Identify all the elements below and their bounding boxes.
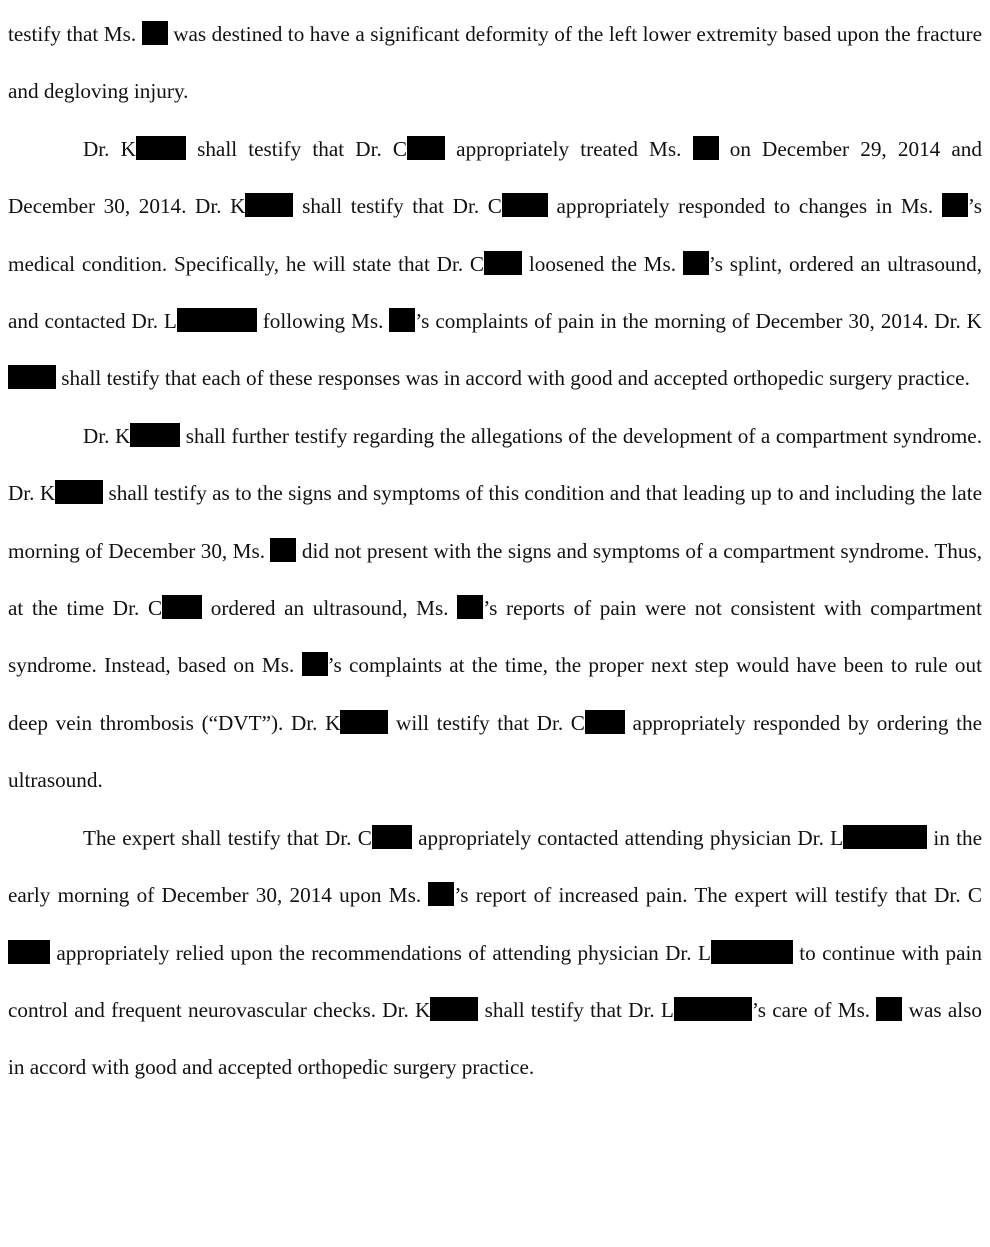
- text-run: shall testify that each of these responses was in accord with good and accepted orthopedic surgery practice.: [56, 366, 970, 391]
- paragraph-4: [8, 810, 982, 1097]
- text-run: shall testify that Dr. L: [478, 997, 674, 1022]
- redaction-box: [876, 997, 902, 1021]
- text-run: ’s report of increased pain. The expert will testify that Dr. C: [454, 883, 982, 908]
- redaction-box: [245, 193, 293, 217]
- text-run: The expert shall testify that Dr. C: [83, 825, 372, 850]
- redaction-box: [302, 652, 328, 676]
- redaction-box: [843, 825, 927, 849]
- text-run: will testify that Dr. C: [388, 710, 585, 735]
- redaction-box: [430, 997, 478, 1021]
- redaction-box: [484, 251, 522, 275]
- redaction-box: [8, 365, 56, 389]
- redaction-box: [136, 136, 186, 160]
- redaction-box: [389, 308, 415, 332]
- redaction-box: [142, 21, 168, 45]
- text-run: did not present with the signs and symptoms of a compartment syndrome. Thus, at the time Dr. C: [8, 538, 982, 621]
- text-run: appropriately treated Ms.: [445, 136, 693, 161]
- redaction-box: [942, 193, 968, 217]
- redaction-box: [502, 193, 548, 217]
- text-run: was also in accord with good and accepted orthopedic surgery practice.: [8, 997, 982, 1080]
- text-run: Dr. K: [83, 136, 136, 161]
- paragraph-3: [8, 408, 982, 810]
- redaction-box: [585, 710, 625, 734]
- redaction-box: [674, 997, 752, 1021]
- text-run: appropriately responded to changes in Ms.: [547, 194, 942, 219]
- redaction-box: [55, 480, 103, 504]
- paragraph-1: [8, 6, 982, 121]
- text-run: testify that Ms.: [8, 22, 142, 46]
- redaction-box: [130, 423, 180, 447]
- text-run: in the early morning of December 30, 2014 upon Ms.: [8, 825, 982, 908]
- text-run: ’s splint, ordered an ultrasound, and contacted Dr. L: [8, 251, 982, 334]
- redaction-box: [340, 710, 388, 734]
- text-run: appropriately contacted attending physician Dr. L: [411, 825, 844, 850]
- text-run: shall further testify regarding the allegations of the development of a compartment syndrome. Dr. K: [8, 423, 982, 506]
- text-run: following Ms.: [256, 309, 390, 334]
- text-run: ’s reports of pain were not consistent with compartment syndrome. Instead, based on Ms.: [8, 596, 983, 678]
- redaction-box: [693, 136, 719, 160]
- text-run: ’s medical condition. Specifically, he will state that Dr. C: [8, 194, 982, 276]
- text-run: ’s complaints at the time, the proper next step would have been to rule out deep vein thrombosis (“DVT”). Dr. K: [8, 653, 982, 735]
- redaction-box: [372, 825, 412, 849]
- redaction-box: [407, 136, 445, 160]
- text-run: ordered an ultrasound, Ms.: [202, 596, 458, 621]
- paragraph-2: [8, 121, 982, 408]
- redaction-box: [177, 308, 257, 332]
- text-run: ’s complaints of pain in the morning of December 30, 2014. Dr. K: [415, 309, 982, 334]
- redaction-box: [162, 595, 202, 619]
- text-run: shall testify as to the signs and symptoms of this condition and that leading up to and including the late morning of December 30, Ms.: [8, 481, 982, 563]
- redaction-box: [270, 538, 296, 562]
- text-run: shall testify that Dr. C: [185, 136, 408, 161]
- redaction-box: [8, 940, 50, 964]
- text-run: shall testify that Dr. C: [293, 194, 502, 219]
- redaction-box: [457, 595, 483, 619]
- text-run: appropriately responded by ordering the ultrasound.: [8, 710, 982, 793]
- document-body: [8, 6, 982, 1097]
- redaction-box: [683, 251, 709, 275]
- redaction-box: [428, 882, 454, 906]
- text-run: Dr. K: [83, 423, 131, 448]
- text-run: to continue with pain control and frequent neurovascular checks. Dr. K: [8, 940, 982, 1022]
- text-run: ’s care of Ms.: [751, 997, 877, 1022]
- text-run: appropriately relied upon the recommendations of attending physician Dr. L: [50, 940, 711, 965]
- text-run: was destined to have a significant deformity of the left lower extremity based upon the fracture and degloving injury.: [8, 22, 982, 104]
- text-run: loosened the Ms.: [522, 251, 683, 276]
- redaction-box: [711, 940, 793, 964]
- text-run: on December 29, 2014 and December 30, 2014. Dr. K: [8, 136, 982, 219]
